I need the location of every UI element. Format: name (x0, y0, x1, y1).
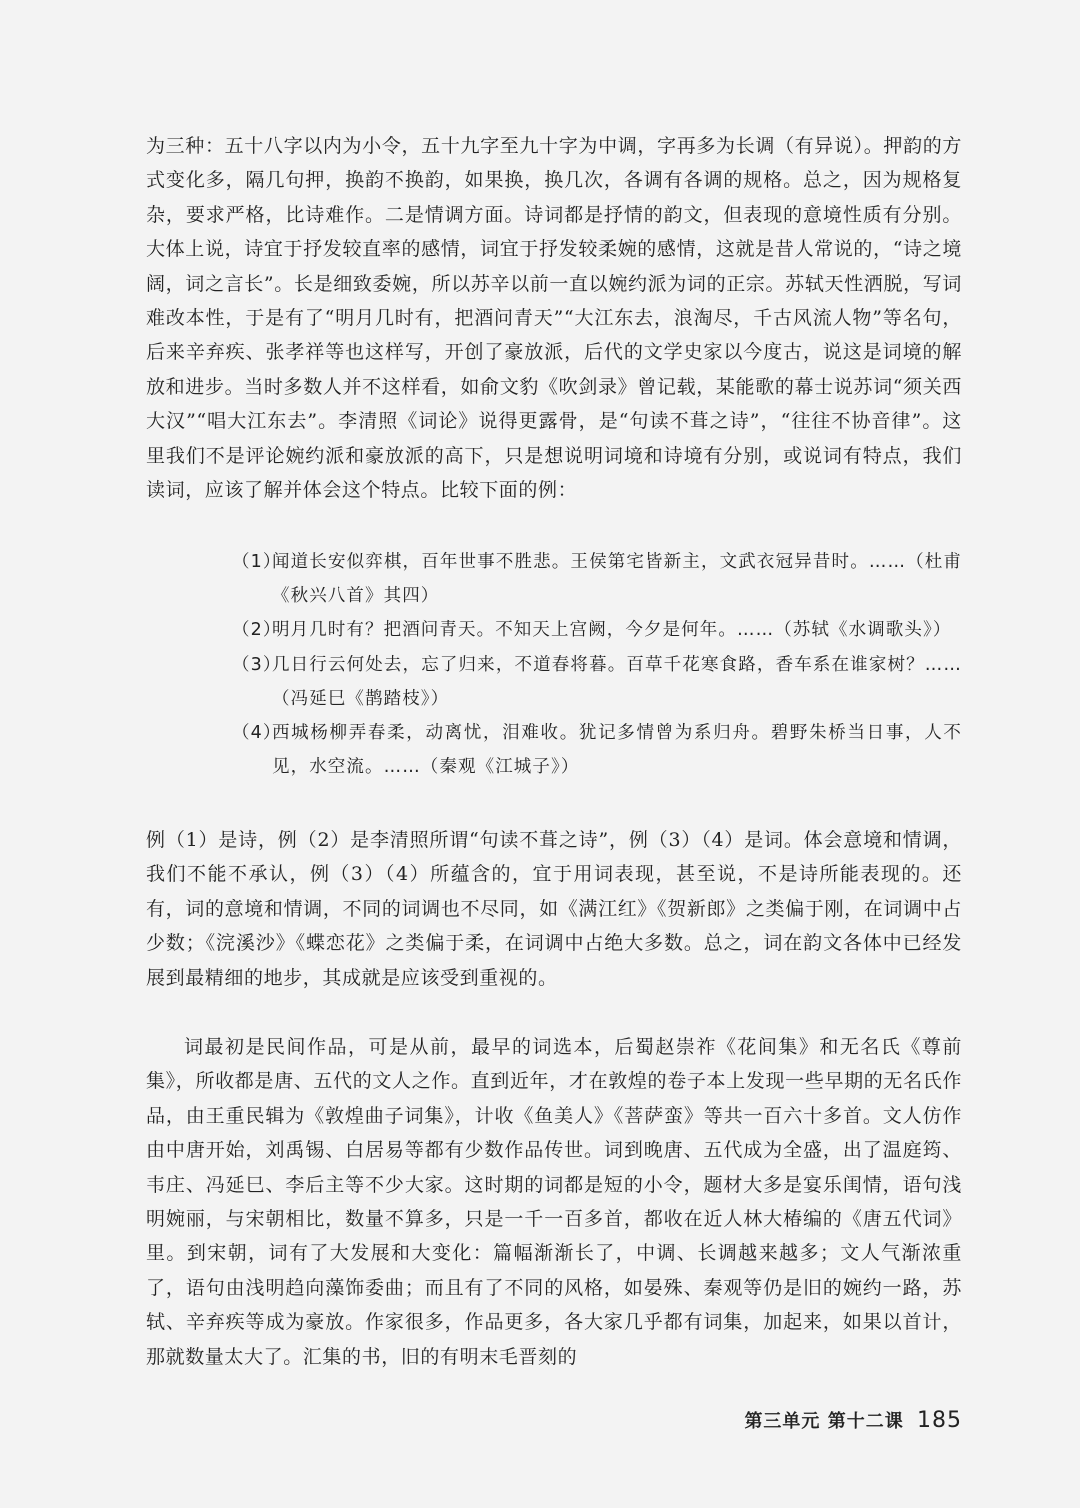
page-number: 185 (917, 1408, 962, 1433)
paragraph-3-text: 词最初是民间作品，可是从前，最早的词选本，后蜀赵崇祚《花间集》和无名氏《尊前集》，所收都是唐、五代的文人之作。直到近年，才在敦煌的卷子本上发现一些早期的无名氏作品，由王重民辑为《敦煌曲子词集》，计收《鱼美人》《菩萨蛮》等共一百六十多首。文人仿作由中唐开始，刘禹锡、白居易等都有少数作品传世。词到晚唐、五代成为全盛，出了温庭筠、韦庄、冯延巳、李后主等不少大家。这时期的词都是短的小令，题材大多是宴乐闺情，语句浅明婉丽，与宋朝相比，数量不算多，只是一千一百多首，都收在近人林大椿编的《唐五代词》里。到宋朝，词有了大发展和大变化：篇幅渐渐长了，中调、长调越来越多；文人气渐浓重了，语句由浅明趋向藻饰委曲；而且有了不同的风格，如晏殊、秦观等仍是旧的婉约一路，苏轼、辛弃疾等成为豪放。作家很多，作品更多，各大家几乎都有词集，加起来，如果以首计，那就数量太大了。汇集的书，旧的有明末毛晋刻的 (146, 1036, 962, 1368)
section-label: 第三单元 第十二课 (744, 1411, 904, 1432)
example-number: （2） (232, 620, 282, 641)
example-text: 几日行云何处去，忘了归来，不道春将暮。百草千花寒食路，香车系在谁家树？……（冯延巳《鹊踏枝》） (272, 654, 962, 709)
example-list (232, 545, 962, 784)
example-text: 西城杨柳弄春柔，动离忧，泪难收。犹记多情曾为系归舟。碧野朱桥当日事，人不见，水空流。……（秦观《江城子》） (272, 723, 962, 778)
example-text: 闻道长安似弈棋，百年世事不胜悲。王侯第宅皆新主，文武衣冠异昔时。……（杜甫《秋兴八首》其四） (272, 552, 962, 607)
example-1 (232, 545, 962, 613)
page-footer (744, 1407, 962, 1433)
example-2 (232, 613, 962, 647)
example-text: 明月几时有？把酒问青天。不知天上宫阙，今夕是何年。……（苏轼《水调歌头》） (272, 620, 952, 641)
example-number: （1） (232, 552, 282, 572)
paragraph-1: 为三种：五十八字以内为小令，五十九字至九十字为中调，字再多为长调（有异说）。押韵的方式变化多，隔几句押，换韵不换韵，如果换，换几次，各调有各调的规格。总之，因为规格复杂，要求严格，比诗难作。二是情调方面。诗词都是抒情的韵文，但表现的意境性质有分别。大体上说，诗宜于抒发较直率的感情，词宜于抒发较柔婉的感情，这就是昔人常说的，“诗之境阔，词之言长”。长是细致委婉，所以苏辛以前一直以婉约派为词的正宗。苏轼天性洒脱，写词难改本性，于是有了“明月几时有，把酒问青天”“大江东去，浪淘尽，千古风流人物”等名句，后来辛弃疾、张孝祥等也这样写，开创了豪放派，后代的文学史家以今度古，说这是词境的解放和进步。当时多数人并不这样看，如俞文豹《吹剑录》曾记载，某能歌的幕士说苏词“须关西大汉”“唱大江东去”。李清照《词论》说得更露骨，是“句读不葺之诗”，“往往不协音律”。这里我们不是评论婉约派和豪放派的高下，只是想说明词境和诗境有分别，或说词有特点，我们读词，应该了解并体会这个特点。比较下面的例： (146, 135, 962, 502)
example-3 (232, 648, 962, 716)
example-4 (232, 716, 962, 784)
paragraph-3 (146, 1030, 962, 1374)
example-number: （4） (232, 723, 282, 744)
paragraph-2: 例（1）是诗，例（2）是李清照所谓“句读不葺之诗”，例（3）（4）是词。体会意境和情调，我们不能不承认，例（3）（4）所蕴含的，宜于用词表现，甚至说，不是诗所能表现的。还有，词的意境和情调，不同的词调也不尽同，如《满江红》《贺新郎》之类偏于刚，在词调中占少数；《浣溪沙》《蝶恋花》之类偏于柔，在词调中占绝大多数。总之，词在韵文各体中已经发展到最精细的地步，其成就是应该受到重视的。 (146, 829, 962, 989)
example-number: （3） (232, 654, 282, 675)
